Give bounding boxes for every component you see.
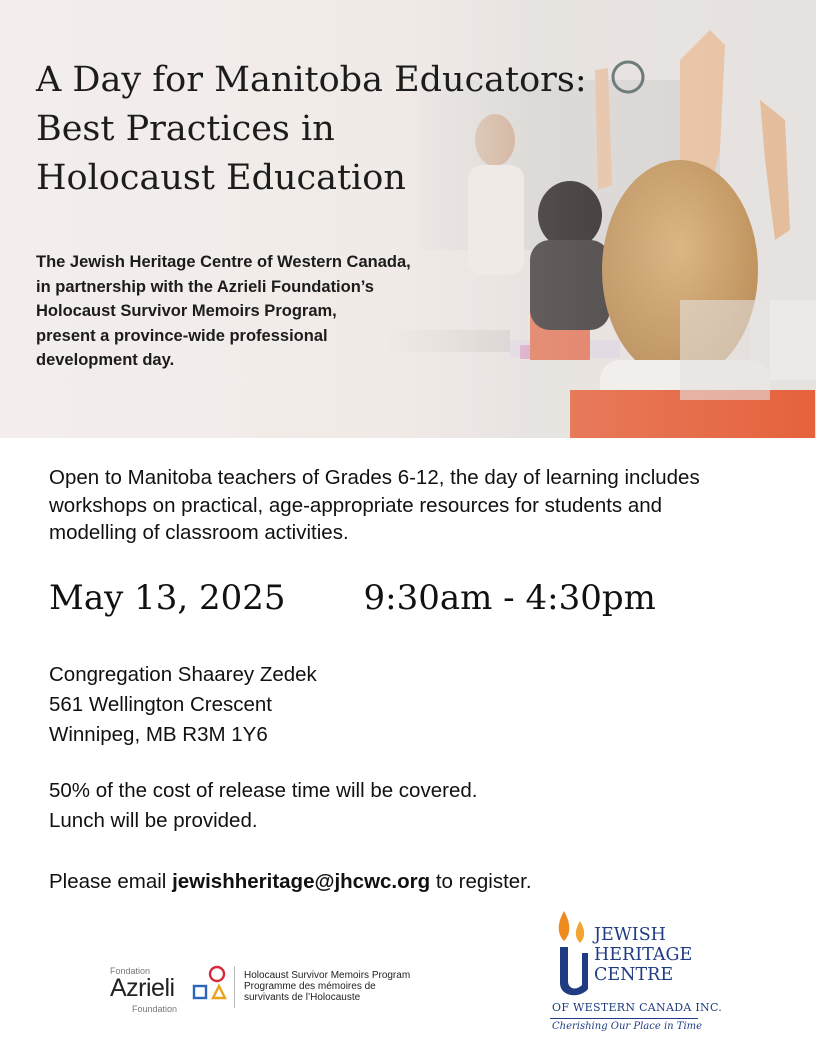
register-suffix: to register. [430,870,532,893]
venue-line: 561 Wellington Crescent [49,693,272,716]
azrieli-wordmark: Azrieli [110,974,175,1002]
jhc-name-line: CENTRE [594,965,674,985]
event-description [49,464,809,547]
event-date: May 13, 2025 [49,578,286,618]
program-line: Programme des mémoires de [244,981,376,992]
intro-line: Holocaust Survivor Memoirs Program, [36,302,337,320]
note-line: Lunch will be provided. [49,809,258,832]
azrieli-foundation-label: Foundation [132,1004,178,1014]
hero-banner [0,0,816,438]
venue-line: Congregation Shaarey Zedek [49,663,317,686]
title-line: A Day for Manitoba Educators: [36,60,587,100]
register-email[interactable]: jewishheritage@jhcwc.org [172,870,431,893]
program-line: survivants de l’Holocauste [244,992,361,1003]
venue-line: Winnipeg, MB R3M 1Y6 [49,723,268,746]
azrieli-fondation-label: Fondation [110,966,151,976]
description-line: modelling of classroom activities. [49,521,349,544]
event-time: 9:30am - 4:30pm [363,578,656,618]
intro-text [36,250,476,373]
azrieli-shapes-icon [192,964,230,1008]
jhc-tagline: Cherishing Our Place in Time [552,1021,703,1032]
azrieli-foundation-logo [92,960,422,1020]
jhc-name [594,925,692,985]
memoirs-program-label [244,970,410,1003]
flame-icon [552,907,592,999]
venue-address [49,660,809,750]
jewish-heritage-centre-logo [548,905,723,1035]
event-notes [49,776,809,836]
intro-line: present a province-wide professional [36,326,328,345]
jhc-subtitle: OF WESTERN CANADA INC. [552,1001,723,1014]
jhc-name-line: HERITAGE [594,945,693,965]
logo-divider [234,966,235,1008]
note-line: 50% of the cost of release time will be covered. [49,779,478,802]
description-line: workshops on practical, age-appropriate resources for students and [49,493,663,517]
intro-line: The Jewish Heritage Centre of Western Canada, [36,253,411,271]
jhc-rule [550,1018,698,1019]
title-line: Holocaust Education [36,158,406,198]
register-prefix: Please email [49,870,173,893]
intro-line: development day. [36,351,175,369]
description-line: Open to Manitoba teachers of Grades 6-12, the day of learning includes [49,466,700,489]
title-line: Best Practices in [36,109,335,149]
program-line: Holocaust Survivor Memoirs Program [244,970,411,981]
registration-text [49,870,809,894]
page-title [36,56,596,203]
intro-line: in partnership with the Azrieli Foundation’s [36,277,374,296]
jhc-name-line: JEWISH [594,925,666,945]
event-datetime [49,578,656,618]
